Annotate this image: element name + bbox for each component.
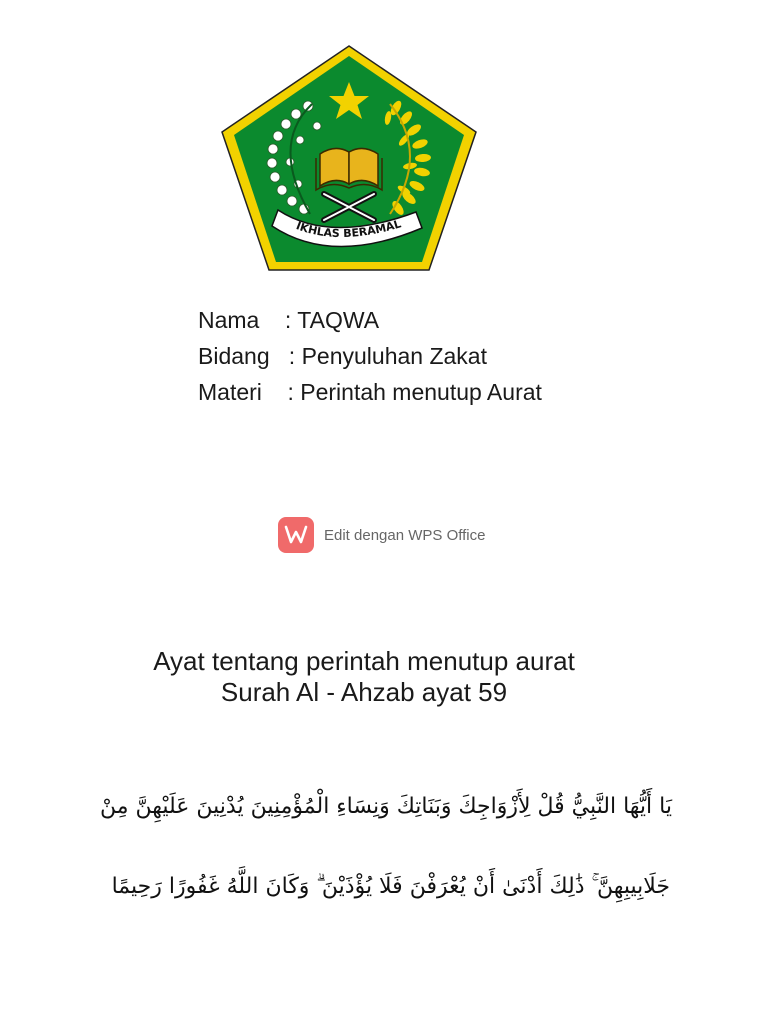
info-value: : Perintah menutup Aurat (287, 379, 542, 405)
arabic-verse-line-2: جَلَابِيبِهِنَّ ۚ ذَٰلِكَ أَدْنَىٰ أَنْ يُعْرَفْنَ فَلَا يُؤْذَيْنَ ۗ وَكَانَ اللَّهُ غَفُورًا رَحِيمًا (111, 874, 670, 899)
emblem-icon (220, 44, 478, 272)
ministry-logo (220, 44, 478, 272)
wps-office-icon (278, 517, 314, 553)
wps-watermark-text: Edit dengan WPS Office (324, 526, 486, 544)
info-row-bidang (198, 338, 542, 374)
arabic-verse-line-1: يَا أَيُّهَا النَّبِيُّ قُلْ لِأَزْوَاجِكَ وَبَنَاتِكَ وَنِسَاءِ الْمُؤْمِنِينَ يُدْنِينَ عَلَيْهِنَّ مِنْ (99, 794, 672, 819)
info-label: Materi (198, 379, 288, 405)
logo-banner-text: IKHLAS BERAMAL (294, 217, 403, 241)
section-heading (0, 646, 728, 708)
heading-line-2: Surah Al - Ahzab ayat 59 (220, 677, 508, 707)
info-value: : Penyuluhan Zakat (288, 343, 487, 369)
info-label: Bidang (198, 343, 289, 369)
heading-line-1: Ayat tentang perintah menutup aurat (153, 646, 575, 676)
wps-watermark[interactable] (278, 516, 485, 554)
info-row-nama (198, 302, 542, 338)
info-row-materi (198, 374, 542, 410)
info-label: Nama (198, 307, 285, 333)
info-block (198, 302, 542, 410)
info-value: : TAQWA (284, 307, 380, 333)
